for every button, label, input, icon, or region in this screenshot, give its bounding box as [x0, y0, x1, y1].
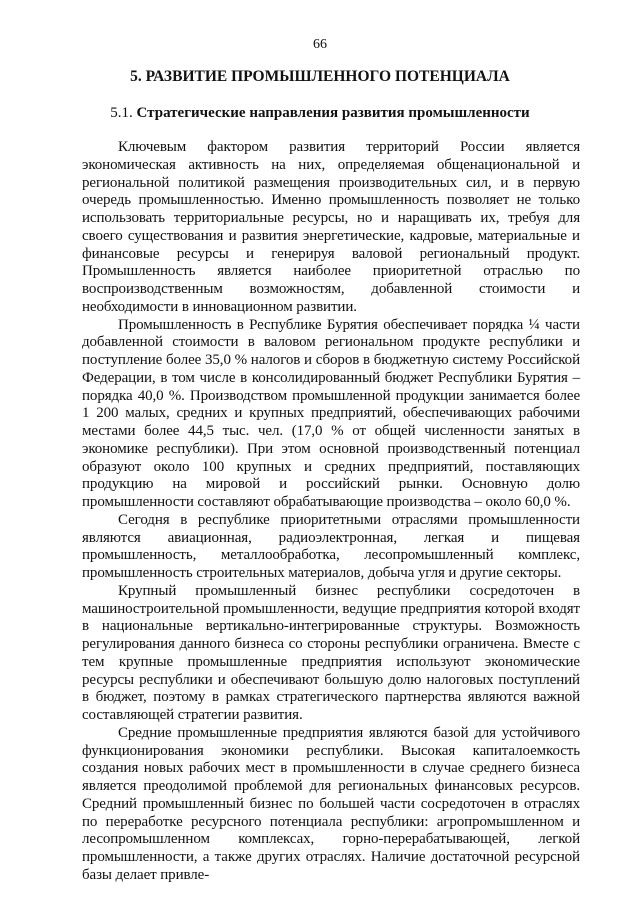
section-title: Стратегические направления развития промышленности: [136, 105, 530, 121]
section-number: 5.1.: [110, 105, 133, 121]
paragraph: Ключевым фактором развития территорий России является экономическая активность на них, определяемая общенациональной и региональной политикой размещения производительных сил, и в первую очередь промышленностью. Именно промышленность позволяет не только использовать территориальные ресурсы, но и наращивать их, требуя для своего существования и развития энергетические, кадровые, материальные и финансовые ресурсы и генерируя валовой региональный продукт. Промышленность является наиболее приоритетной отраслью по воспроизводственным возможностям, добавленной стоимости и необходимости в инновационном развитии.: [82, 139, 580, 315]
body-text: [82, 139, 580, 885]
paragraph: Крупный промышленный бизнес республики сосредоточен в машиностроительной промышленности, ведущие предприятия которой входят в национальные вертикально-интегрированные структуры. Возможность регулирования данного бизнеса со стороны республики ограничена. Вместе с тем крупные промышленные предприятия используют экономические ресурсы республики и обеспечивают большую долю налоговых поступлений в бюджет, поэтому в рамках стратегического партнерства являются важной составляющей стратегии развития.: [82, 582, 580, 723]
section-heading: [0, 104, 640, 122]
paragraph: Средние промышленные предприятия являются базой для устойчивого функционирования экономики республики. Высокая капиталоемкость создания новых рабочих мест в промышленности в случае среднего бизнеса является преодолимой проблемой для региональных финансовых ресурсов. Средний промышленный бизнес по большей части сосредоточен в отраслях по переработке ресурсного потенциала республики: агропромышленном и лесопромышленном комплексах, горно-перерабатывающей, легкой промышленности, а также других отраслях. Наличие достаточной ресурсной базы делает привле-: [82, 724, 580, 883]
paragraph: Промышленность в Республике Бурятия обеспечивает порядка ¼ части добавленной стоимости в валовом региональном продукте республики и поступление более 35,0 % налогов и сборов в бюджетную систему Российской Федерации, в том числе в консолидированный бюджет Республики Бурятия – порядка 40,0 %. Производством промышленной продукции занимается более 1 200 малых, средних и крупных предприятий, обеспечивающих рабочими местами более 44,5 тыс. чел. (17,0 % от общей численности занятых в экономике республики). При этом основной производственный потенциал образуют около 100 крупных и средних предприятий, поставляющих продукцию на мировой и российский рынки. Основную долю промышленности составляют обрабатывающие производства – около 60,0 %.: [82, 316, 580, 510]
chapter-title: 5. РАЗВИТИЕ ПРОМЫШЛЕННОГО ПОТЕНЦИАЛА: [130, 68, 510, 85]
page-number: 66: [313, 37, 327, 52]
paragraph: Сегодня в республике приоритетными отраслями промышленности являются авиационная, радиоэлектронная, легкая и пищевая промышленность, металлообработка, лесопромышленный комплекс, промышленность строительных материалов, добыча угля и другие секторы.: [82, 511, 580, 581]
